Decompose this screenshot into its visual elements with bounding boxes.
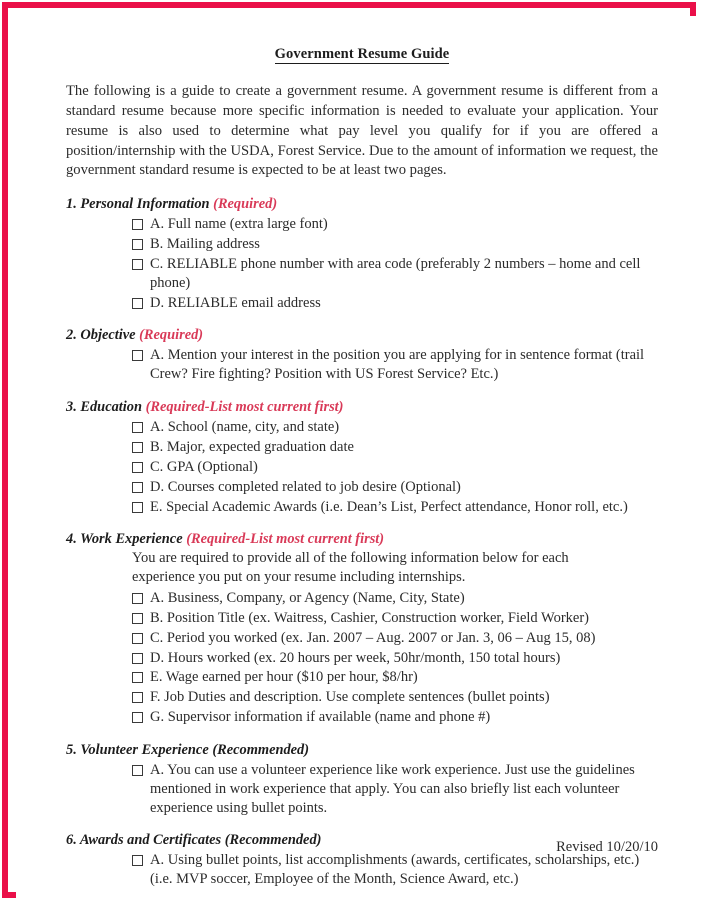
section-heading-label: 4. Work Experience <box>66 531 183 548</box>
checklist-item[interactable] <box>132 609 658 628</box>
checkbox-icon[interactable] <box>132 765 143 776</box>
checklist <box>66 851 658 889</box>
checklist-item-label: D. RELIABLE email address <box>150 294 321 311</box>
checklist <box>66 589 658 727</box>
checklist-item-label: B. Mailing address <box>150 236 260 253</box>
checklist-item-label: A. School (name, city, and state) <box>150 419 340 436</box>
page-border-frame <box>2 2 696 898</box>
checkbox-icon[interactable] <box>132 350 143 361</box>
checklist-item-label: C. Period you worked (ex. Jan. 2007 – Aug. 2007 or Jan. 3, 06 – Aug 15, 08) <box>150 629 596 646</box>
checklist-item[interactable] <box>132 235 658 254</box>
checklist-item[interactable] <box>132 498 658 517</box>
section-1 <box>66 195 658 312</box>
checkbox-icon[interactable] <box>132 613 143 624</box>
section-note: You are required to provide all of the following information below for each experience you put on your resume including internships. <box>132 550 569 586</box>
section-heading-label: 5. Volunteer Experience <box>66 741 209 758</box>
section-5 <box>66 741 658 818</box>
checklist-item-label: E. Wage earned per hour ($10 per hour, $8/hr) <box>150 669 418 686</box>
revision-footer: Revised 10/20/10 <box>556 839 658 855</box>
checklist-item[interactable] <box>132 688 658 707</box>
checkbox-icon[interactable] <box>132 239 143 250</box>
checklist-item-label: G. Supervisor information if available (name and phone #) <box>150 709 491 726</box>
checklist-item-label: C. RELIABLE phone number with area code (preferably 2 numbers – home and cell phone) <box>150 255 641 291</box>
checklist-item-label: C. GPA (Optional) <box>150 458 258 475</box>
checklist-item[interactable] <box>132 589 658 608</box>
section-4 <box>66 530 658 727</box>
section-qualifier: (Required) <box>139 327 204 344</box>
checklist-item[interactable] <box>132 708 658 727</box>
section-qualifier: (Recommended) <box>224 832 322 849</box>
checkbox-icon[interactable] <box>132 653 143 664</box>
checklist-item-label: A. Mention your interest in the position you are applying for in sentence format (trail Crew? Fire fighting? Position with US Forest Service? Etc.) <box>150 347 645 383</box>
section-3 <box>66 398 658 516</box>
document-sheet <box>16 16 702 904</box>
checklist <box>66 418 658 516</box>
section-heading <box>66 195 658 213</box>
checklist-item[interactable] <box>132 458 658 477</box>
page-title-text: Government Resume Guide <box>274 46 450 62</box>
checklist-item[interactable] <box>132 418 658 437</box>
checklist-item[interactable] <box>132 346 658 384</box>
checklist <box>66 215 658 312</box>
checklist-item-label: B. Position Title (ex. Waitress, Cashier, Construction worker, Field Worker) <box>150 609 589 626</box>
checklist-item-label: D. Courses completed related to job desire (Optional) <box>150 478 461 495</box>
checklist-item[interactable] <box>132 478 658 497</box>
checkbox-icon[interactable] <box>132 712 143 723</box>
checklist-item-label: D. Hours worked (ex. 20 hours per week, 50hr/month, 150 total hours) <box>150 649 561 666</box>
checkbox-icon[interactable] <box>132 298 143 309</box>
checklist-item[interactable] <box>132 629 658 648</box>
section-heading <box>66 398 658 416</box>
checkbox-icon[interactable] <box>132 422 143 433</box>
section-2 <box>66 326 658 384</box>
checklist-item-label: F. Job Duties and description. Use complete sentences (bullet points) <box>150 689 550 706</box>
checklist-item[interactable] <box>132 255 658 293</box>
section-heading-label: 3. Education <box>66 399 142 416</box>
checklist-item-label: E. Special Academic Awards (i.e. Dean’s List, Perfect attendance, Honor roll, etc.) <box>150 498 628 515</box>
checklist <box>66 346 658 384</box>
section-heading <box>66 326 658 344</box>
checklist-item[interactable] <box>132 851 658 889</box>
checkbox-icon[interactable] <box>132 692 143 703</box>
section-heading-label: 1. Personal Information <box>66 196 210 213</box>
section-heading-label: 2. Objective <box>66 327 136 344</box>
checklist <box>66 761 658 818</box>
checklist-item[interactable] <box>132 438 658 457</box>
intro-paragraph: The following is a guide to create a government resume. A government resume is different from a standard resume because more specific information is needed to evaluate your application. Your resume is also used to determine what pay level you qualify for if you are offered a position/internship with the USDA, Forest Service. Due to the amount of information we request, the government standard resume is expected to be at least two pages. <box>66 83 658 179</box>
checklist-item[interactable] <box>132 761 658 818</box>
checkbox-icon[interactable] <box>132 672 143 683</box>
checkbox-icon[interactable] <box>132 633 143 644</box>
checkbox-icon[interactable] <box>132 855 143 866</box>
section-qualifier: (Recommended) <box>212 741 310 758</box>
checkbox-icon[interactable] <box>132 482 143 493</box>
section-qualifier: (Required) <box>213 196 278 213</box>
checkbox-icon[interactable] <box>132 593 143 604</box>
checklist-item-label: A. You can use a volunteer experience like work experience. Just use the guidelines mentioned in work experience that apply. You can also briefly list each volunteer experience using bullet points. <box>150 761 635 816</box>
checklist-item[interactable] <box>132 649 658 668</box>
checkbox-icon[interactable] <box>132 219 143 230</box>
sections-container <box>66 195 658 889</box>
checklist-item-label: B. Major, expected graduation date <box>150 438 354 455</box>
section-heading <box>66 530 658 548</box>
checkbox-icon[interactable] <box>132 462 143 473</box>
checklist-item-label: A. Business, Company, or Agency (Name, City, State) <box>150 590 465 607</box>
section-heading <box>66 741 658 759</box>
section-heading-label: 6. Awards and Certificates <box>66 832 222 849</box>
section-qualifier: (Required-List most current first) <box>186 531 385 548</box>
section-qualifier: (Required-List most current first) <box>145 399 344 416</box>
checkbox-icon[interactable] <box>132 502 143 513</box>
checklist-item[interactable] <box>132 294 658 313</box>
page-title <box>66 46 658 63</box>
checklist-item-label: A. Using bullet points, list accomplishments (awards, certificates, scholarships, etc.) (i.e. MVP soccer, Employee of the Month, Science Award, etc.) <box>150 852 640 888</box>
checkbox-icon[interactable] <box>132 259 143 270</box>
checklist-item[interactable] <box>132 215 658 234</box>
checklist-item[interactable] <box>132 668 658 687</box>
checklist-item-label: A. Full name (extra large font) <box>150 216 328 233</box>
checkbox-icon[interactable] <box>132 442 143 453</box>
